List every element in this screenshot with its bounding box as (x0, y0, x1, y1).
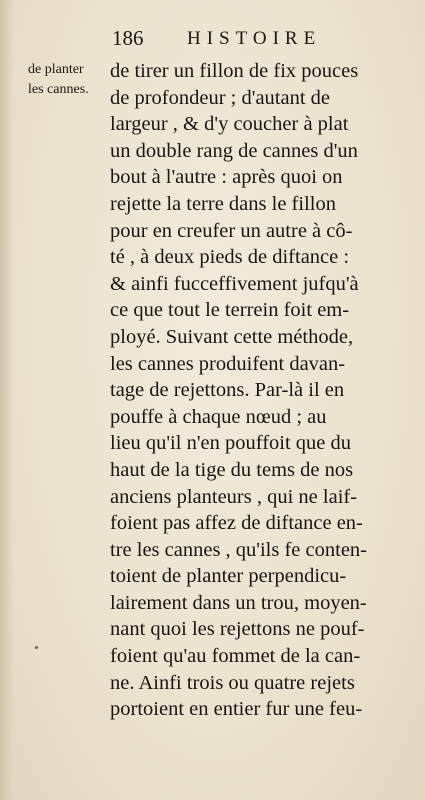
text-line: pouffe à chaque nœud ; au (110, 405, 327, 428)
margin-note-line: de planter (28, 62, 84, 77)
running-title: HISTOIRE (187, 28, 322, 49)
text-line: les cannes produifent davan- (110, 352, 346, 375)
text-line: nant quoi les rejettons ne pouf- (110, 618, 365, 641)
text-line: portoient en entier fur une feu- (110, 698, 363, 721)
page-number: 186 (112, 26, 144, 50)
text-line: rejette la terre dans le fillon (110, 192, 336, 215)
page-gutter-shadow (0, 0, 14, 800)
margin-note-line: les cannes. (28, 82, 89, 97)
text-line: bout à l'autre : après quoi on (110, 166, 343, 189)
text-line: tage de rejettons. Par-là il en (110, 379, 345, 402)
margin-note (28, 60, 108, 100)
text-line: toient de planter perpendicu- (110, 565, 347, 588)
running-head (112, 26, 372, 56)
text-line: de tirer un fillon de fix pouces (110, 60, 359, 82)
text-line: haut de la tige du tems de nos (110, 458, 354, 481)
text-line: anciens planteurs , qui ne laif- (110, 485, 358, 508)
text-line: & ainfi fucceffivement jufqu'à (110, 272, 359, 295)
text-line: foient pas affez de diftance en- (110, 512, 363, 535)
text-line: té , à deux pieds de diftance : (110, 246, 350, 269)
text-line: de profondeur ; d'autant de (110, 86, 331, 109)
text-line: foient qu'au fommet de la can- (110, 645, 361, 668)
text-line: pour en creufer un autre à cô- (110, 219, 353, 242)
body-text (110, 58, 415, 723)
ink-speck (35, 646, 38, 649)
text-line: largeur , & d'y coucher à plat (110, 113, 349, 136)
text-line: ne. Ainfi trois ou quatre rejets (110, 671, 355, 694)
text-line: lairement dans un trou, moyen- (110, 591, 367, 614)
text-line: ce que tout le terrein foit em- (110, 299, 350, 322)
text-line: lieu qu'il n'en pouffoit que du (110, 432, 352, 455)
text-line: un double rang de cannes d'un (110, 139, 358, 162)
text-line: tre les cannes , qu'ils fe conten- (110, 538, 368, 561)
text-line: ployé. Suivant cette méthode, (110, 325, 354, 348)
